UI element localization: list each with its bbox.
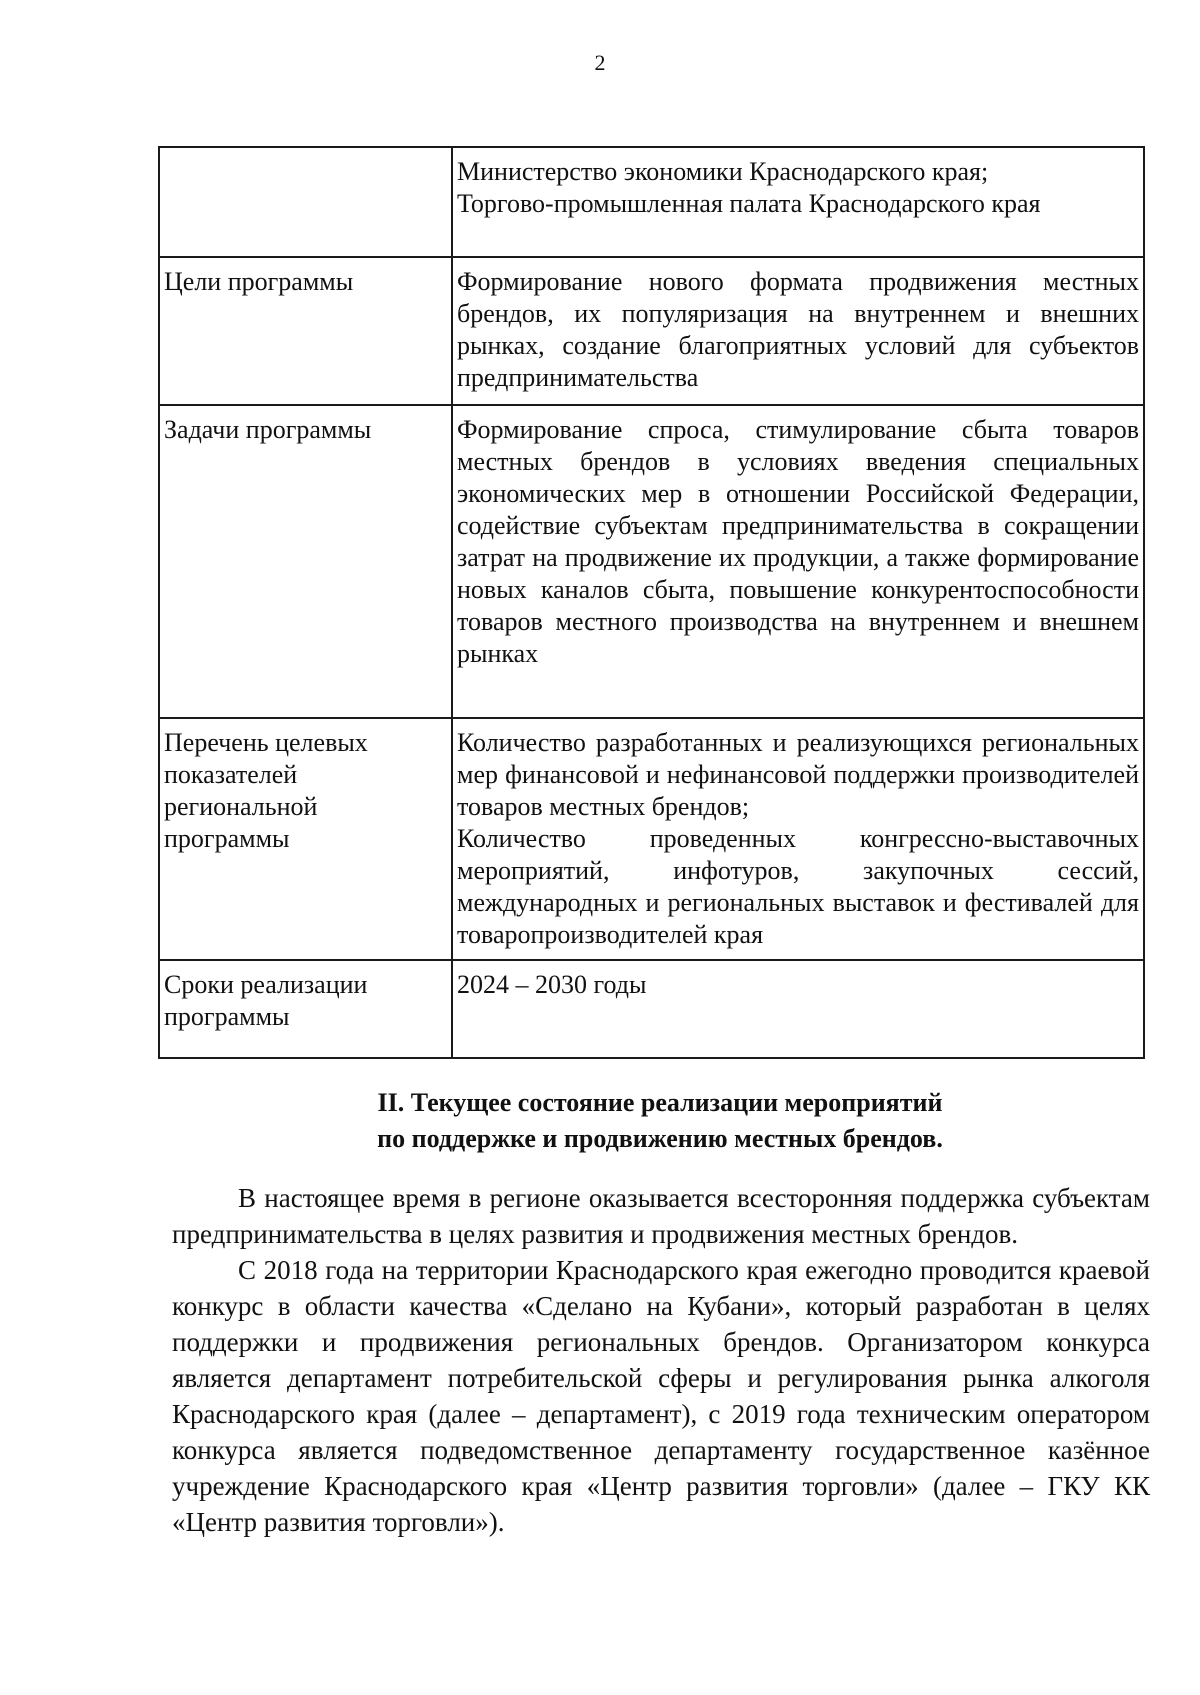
- table-row: [159, 960, 1144, 1058]
- row-value-line: Формирование спроса, стимулирование сбыта товаров местных брендов в условиях введения специальных экономических мер в отношении Российской Федерации, содействие субъектам предпринимательства в сокращении затрат на продвижение их продукции, а также формирование новых каналов сбыта, повышение конкурентоспособности товаров местного производства на внутреннем и внешнем рынках: [457, 415, 1139, 668]
- row-value-line: Формирование нового формата продвижения местных брендов, их популяризация на внутреннем и внешних рынках, создание благоприятных условий для субъектов предпринимательства: [457, 267, 1139, 392]
- table-row: [159, 257, 1144, 405]
- row-value: [452, 257, 1144, 405]
- table-row: [159, 405, 1144, 718]
- row-value: [452, 960, 1144, 1058]
- row-value: [452, 405, 1144, 718]
- row-value-line: Министерство экономики Краснодарского края;: [457, 157, 989, 186]
- row-label: Перечень целевых показателей региональной программы: [159, 718, 452, 960]
- row-value: [452, 718, 1144, 960]
- row-label: Цели программы: [159, 257, 452, 405]
- row-value-line: Количество разработанных и реализующихся региональных мер финансовой и нефинансовой поддержки производителей товаров местных брендов;: [457, 728, 1139, 821]
- row-value: [452, 147, 1144, 257]
- row-value-line: 2024 – 2030 годы: [457, 970, 647, 999]
- row-label: Сроки реализации программы: [159, 960, 452, 1058]
- row-value-line: Торгово-промышленная палата Краснодарского края: [457, 189, 1041, 218]
- section-heading-line: II. Текущее состояние реализации мероприятий: [377, 1088, 943, 1117]
- row-value-line: Количество проведенных конгрессно-выставочных мероприятий, инфотуров, закупочных сессий, международных и региональных выставок и фестивалей для товаропроизводителей края: [457, 824, 1139, 949]
- table-row: [159, 718, 1144, 960]
- page-number: 2: [594, 50, 606, 75]
- section-heading-line: по поддержке и продвижению местных брендов.: [377, 1124, 943, 1153]
- table-row: [159, 147, 1144, 257]
- paragraph: С 2018 года на территории Краснодарского края ежегодно проводится краевой конкурс в области качества «Сделано на Кубани», который разработан в целях поддержки и продвижения региональных брендов. Организатором конкурса является департамент потребительской сферы и регулирования рынка алкоголя Краснодарского края (далее – департамент), с 2019 года техническим оператором конкурса является подведомственное департаменту государственное казённое учреждение Краснодарского края «Центр развития торговли» (далее – ГКУ КК «Центр развития торговли»).: [172, 1255, 1150, 1537]
- program-passport-table: [158, 146, 1145, 1059]
- row-label: [159, 147, 452, 257]
- row-label: Задачи программы: [159, 405, 452, 718]
- paragraph: В настоящее время в регионе оказывается всесторонняя поддержка субъектам предпринимательства в целях развития и продвижения местных брендов.: [172, 1183, 1150, 1249]
- section-heading: [170, 1085, 1150, 1157]
- body-text: [172, 1180, 1150, 1540]
